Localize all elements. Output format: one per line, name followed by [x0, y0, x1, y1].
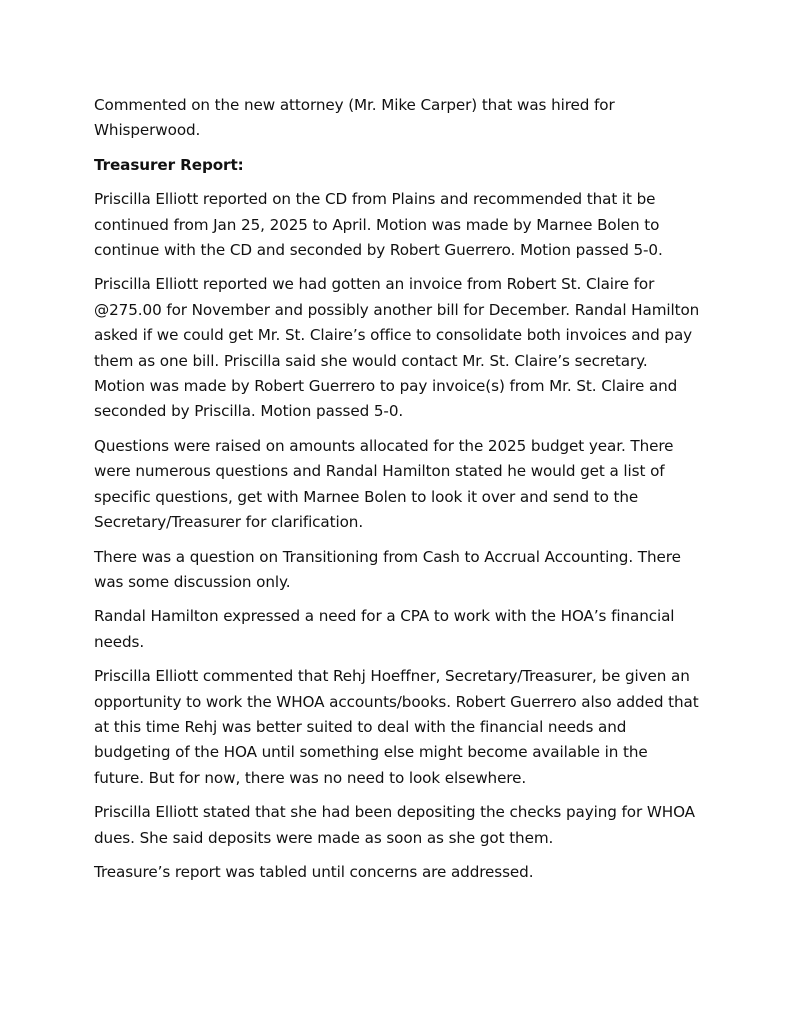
paragraph-accounts-books: Priscilla Elliott commented that Rehj Hoeffner, Secretary/Treasurer, be given an opportunity to work the WHOA accounts/books. Robert Guerrero also added that at this time Rehj was better suited to deal with the financial needs and budgeting of the HOA until something else might become available in the future. But for now, there was no need to look elsewhere.: [94, 667, 699, 787]
document-page: [94, 93, 700, 894]
paragraph-report-tabled: Treasure’s report was tabled until concerns are addressed.: [94, 862, 534, 881]
paragraph-invoice: Priscilla Elliott reported we had gotten an invoice from Robert St. Claire for @275.00 for November and possibly another bill for December. Randal Hamilton asked if we could get Mr. St. Claire’s office to consolidate both invoices and pay them as one bill. Priscilla said she would contact Mr. St. Claire’s secretary. Motion was made by Robert Guerrero to pay invoice(s) from Mr. St. Claire and seconded by Priscilla. Motion passed 5-0.: [94, 275, 700, 421]
paragraph-budget-questions: Questions were raised on amounts allocated for the 2025 budget year. There were numerous questions and Randal Hamilton stated he would get a list of specific questions, get with Marnee Bolen to look it over and send to the Secretary/Treasurer for clarification.: [94, 436, 674, 532]
section-heading: Treasurer Report:: [94, 155, 244, 174]
paragraph-cpa-need: Randal Hamilton expressed a need for a CPA to work with the HOA’s financial needs.: [94, 607, 675, 651]
intro-paragraph: Commented on the new attorney (Mr. Mike Carper) that was hired for Whisperwood.: [94, 96, 615, 140]
paragraph-deposits: Priscilla Elliott stated that she had been depositing the checks paying for WHOA dues. She said deposits were made as soon as she got them.: [94, 803, 695, 847]
paragraph-cd-motion: Priscilla Elliott reported on the CD from Plains and recommended that it be continued from Jan 25, 2025 to April. Motion was made by Marnee Bolen to continue with the CD and seconded by Robert Guerrero. Motion passed 5-0.: [94, 190, 663, 260]
paragraph-accounting-transition: There was a question on Transitioning from Cash to Accrual Accounting. There was some discussion only.: [94, 547, 681, 591]
